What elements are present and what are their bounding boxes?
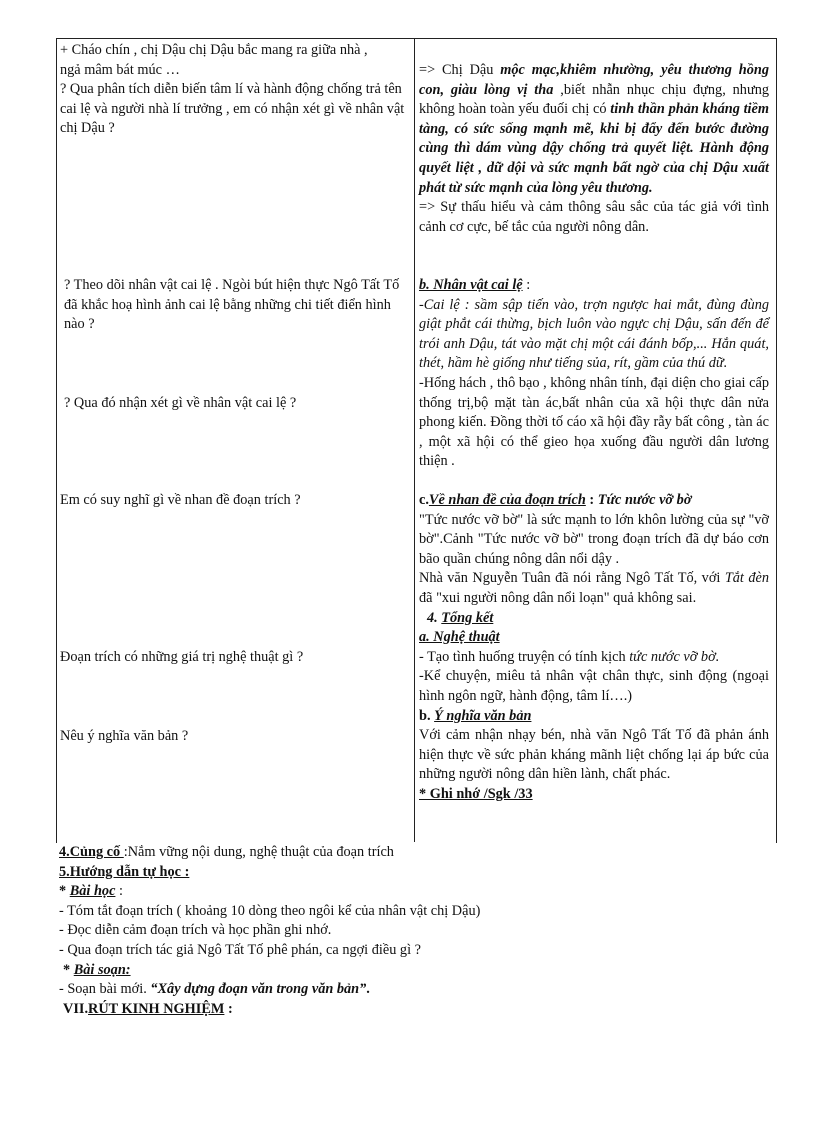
text-run: c. xyxy=(419,492,429,508)
question-text: + Cháo chín , chị Dậu chị Dậu bắc mang ra giữa nhà , xyxy=(60,42,368,58)
cung-co-line xyxy=(59,843,759,863)
left-question-y-nghia xyxy=(60,727,405,747)
left-question-cai-le xyxy=(60,276,405,335)
author-insight: => Sự thấu hiểu và cảm thông sâu sắc của tác giả với tình cảnh cơ cực, bế tắc của người nông dân. xyxy=(419,199,769,235)
text-run: - Soạn bài mới. xyxy=(59,981,151,998)
text-run: VII. xyxy=(63,1000,89,1017)
text-run: . xyxy=(366,981,370,998)
text-run: b. xyxy=(419,707,435,724)
question-text: Em có suy nghĩ gì về nhan đề đoạn trích ? xyxy=(60,492,301,508)
y-nghia-heading xyxy=(419,707,769,727)
bai-hoc-item: - Đọc diễn cảm đoạn trích và học phần ghi nhớ. xyxy=(59,922,332,939)
question-text: ? Theo dõi nhân vật cai lệ . Ngòi bút hiện thực Ngô Tất Tố đã khắc hoạ hình ảnh cai lệ bằng những chi tiết điển hình nào ? xyxy=(64,277,400,333)
ghi-nho: * Ghi nhớ /Sgk /33 xyxy=(419,785,533,802)
text-run: mộc mạc,khiêm nhường, yêu thương hồng con, giàu lòng vị tha xyxy=(419,62,769,98)
text-run: : xyxy=(224,1000,233,1017)
text-run: : xyxy=(522,277,531,293)
bai-soan-heading xyxy=(59,961,759,981)
text-run: Tổng kết xyxy=(441,609,494,626)
text-run: * xyxy=(59,883,70,900)
text-run: : xyxy=(585,492,598,508)
bai-hoc-item: - Qua đoạn trích tác giả Ngô Tất Tố phê phán, ca ngợi điều gì ? xyxy=(59,941,421,958)
right-chi-dau-analysis xyxy=(419,61,769,237)
text-run: Nhà văn Nguyễn Tuân đã nói rằng Ngô Tất Tố, với xyxy=(419,570,725,587)
nghe-thuat-item: -Kể chuyện, miêu tả nhân vật chân thực, sinh động (ngoại hình ngôn ngữ, hành động, tâm lí….) xyxy=(419,668,769,704)
question-text: ngả mâm bát múc … xyxy=(60,61,180,78)
nghe-thuat-item xyxy=(419,648,769,668)
left-question-1 xyxy=(60,41,405,139)
text-run: Tắt đèn xyxy=(724,570,769,587)
nhan-de-body: "Tức nước vỡ bờ" là sức mạnh to lớn khôn lường của sự "vỡ bờ".Cảnh "Tức nước vỡ bờ" trong đoạn trích đã dự báo cơn bão quần chúng nông dân nổi dậy . xyxy=(419,511,769,567)
homework-section xyxy=(59,843,759,1019)
tong-ket-heading xyxy=(419,609,769,629)
question-text: ? Qua phân tích diễn biến tâm lí và hành động chống trả tên cai lệ và người nhà lí trưởng , em có nhận xét gì về nhân vật chị Dậu ? xyxy=(60,81,405,137)
text-run: - Tạo tình huống truyện có tính kịch xyxy=(419,648,630,665)
nhan-de-quote xyxy=(419,569,769,608)
question-text: Đoạn trích có những giá trị nghệ thuật gì ? xyxy=(60,649,304,665)
bai-soan-item xyxy=(59,980,759,1000)
section-heading xyxy=(419,276,769,296)
text-run: * xyxy=(63,961,74,978)
y-nghia-body: Với cảm nhận nhạy bén, nhà văn Ngô Tất Tố đã phản ánh hiện thực về sức phản kháng mãnh liệt chống lại áp bức của những người nông dân hiền lành, chất phác. xyxy=(419,727,769,783)
question-text: ? Qua đó nhận xét gì về nhân vật cai lệ ? xyxy=(64,395,297,411)
right-nhan-de-section xyxy=(419,491,769,805)
rut-kinh-nghiem-heading xyxy=(59,1000,759,1020)
text-run: : xyxy=(115,883,123,900)
text-run: :Nắm vững nội dung, nghệ thuật của đoạn trích xyxy=(123,844,394,860)
text-run: => Chị Dậu xyxy=(419,62,501,78)
cai-le-details: -Cai lệ : sầm sập tiến vào, trợn ngược hai mắt, đùng đùng giật phắt cái thừng, bịch luôn vào ngực chị Dậu, sấn đến để trói anh Dậu, tát vào mặt chị một cái đánh bốp,... Hắn quát, thét, hầm hè giống như tiếng sủa, rít, gầm của thú dữ. xyxy=(419,296,769,372)
text-run: 4. xyxy=(427,609,442,626)
text-run: Về nhan đề của đoạn trích xyxy=(428,492,586,508)
column-divider xyxy=(414,38,415,842)
cai-le-comment: -Hống hách , thô bạo , không nhân tính, đại diện cho giai cấp thống trị,bộ mặt tàn ác,bất nhân của xã hội thực dân nửa phong kiến. Đồng thời tố cáo xã hội đầy rẫy bất công , tàn ác , một xã hội có thể gieo họa xuống đầu người dân lương thiện . xyxy=(419,374,769,470)
text-run: đã "xui người nông dân nổi loạn" quả không sai. xyxy=(419,589,697,606)
text-run: Tức nước vỡ bờ xyxy=(597,492,692,508)
text-run: 4.Củng cố xyxy=(59,844,124,860)
text-run: b. Nhân vật cai lệ xyxy=(419,277,523,293)
text-run: tức nước vỡ bờ. xyxy=(629,648,720,665)
bai-hoc-item: - Tóm tắt đoạn trích ( khoảng 10 dòng theo ngôi kể của nhân vật chị Dậu) xyxy=(59,902,481,919)
text-run: ,biết nhẫn nhục chịu đựng, nhưng không hoàn toàn yếu đuối chị có xyxy=(419,81,770,118)
left-question-nhan-xet xyxy=(60,394,405,414)
nghe-thuat-heading: a. Nghệ thuật xyxy=(419,629,500,646)
text-run: tinh thần phản kháng tiềm tàng, có sức sống mạnh mẽ, khi bị đẩy đến bước đường cùng thì dám vùng dậy chống trả quyết liệt. Hành động quyết liệt , dữ dội và sức mạnh bất ngờ của chị Dậu xuất phát từ sức mạnh của lòng yêu thương. xyxy=(419,101,769,196)
left-question-nhan-de xyxy=(60,491,405,511)
section-heading xyxy=(419,491,769,511)
text-run: Ý nghĩa văn bản xyxy=(434,707,532,724)
text-run: “Xây dựng đoạn văn trong văn bản” xyxy=(150,981,367,998)
text-run: RÚT KINH NGHIỆM xyxy=(88,1000,225,1017)
analysis-paragraph xyxy=(419,61,769,198)
text-run: Bài soạn: xyxy=(73,961,131,978)
left-question-nghe-thuat xyxy=(60,648,405,668)
text-run: Bài học xyxy=(69,883,116,900)
bai-hoc-heading xyxy=(59,882,759,902)
huong-dan-heading: 5.Hướng dẫn tự học : xyxy=(59,863,190,880)
question-text: Nêu ý nghĩa văn bản ? xyxy=(60,728,189,744)
right-cai-le-section xyxy=(419,276,769,472)
